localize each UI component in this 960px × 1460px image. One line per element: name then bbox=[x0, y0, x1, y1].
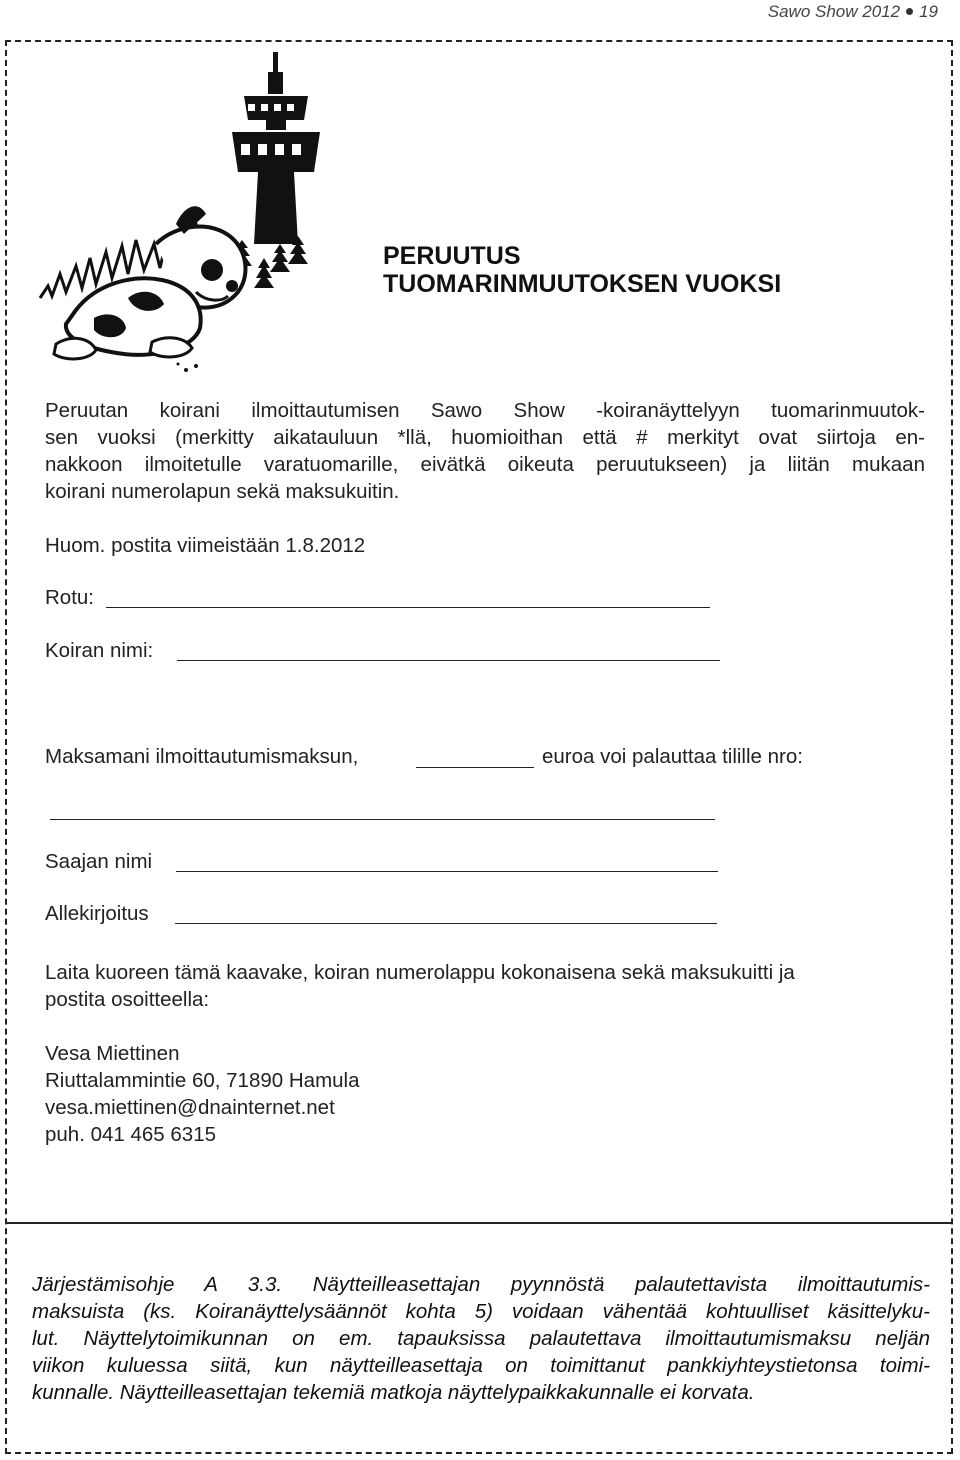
footnote-line: kunnalle. Näytteilleasettajan tekemiä matkoja näyttelypaikkakunnalle ei korvata. bbox=[32, 1381, 755, 1404]
address-name: Vesa Miettinen bbox=[45, 1042, 180, 1065]
bullet-separator bbox=[906, 8, 913, 15]
intro-line: Peruutan koirani ilmoittautumisen Sawo Show -koiranäyttelyyn tuomarinmuutok- bbox=[45, 399, 925, 422]
title-line-2: TUOMARINMUUTOKSEN VUOKSI bbox=[383, 270, 782, 298]
mailing-address bbox=[45, 1040, 360, 1148]
intro-paragraph bbox=[45, 397, 925, 505]
footnote-line: viikon kuluessa siitä, kun näytteilleasettaja on toimittanut pankkiyhteystietonsa toimi- bbox=[32, 1354, 930, 1377]
form-title bbox=[383, 242, 781, 298]
breed-field[interactable] bbox=[106, 607, 710, 608]
title-line-1: PERUUTUS bbox=[383, 242, 521, 270]
intro-line: nakkoon ilmoitetulle varatuomarille, eivätkä oikeuta peruutukseen) ja liitän mukaan bbox=[45, 453, 925, 476]
intro-line: koirani numerolapun sekä maksukuitin. bbox=[45, 480, 400, 503]
payment-label-before: Maksamani ilmoittautumismaksun, bbox=[45, 745, 359, 768]
address-phone: puh. 041 465 6315 bbox=[45, 1123, 216, 1146]
section-divider bbox=[7, 1222, 953, 1224]
intro-line: sen vuoksi (merkitty aikatauluun *llä, huomioithan että # merkityt ovat siirtoja en- bbox=[45, 426, 925, 449]
postmark-deadline-note: Huom. postita viimeistään 1.8.2012 bbox=[45, 534, 366, 557]
footnote-line: lut. Näyttelytoimikunnan on em. tapauksissa palautettava ilmoittautumismaksu neljän bbox=[32, 1327, 930, 1350]
instructions-line-1: Laita kuoreen tämä kaavake, koiran numerolappu kokonaisena sekä maksukuitti ja bbox=[45, 961, 795, 984]
rules-footnote bbox=[32, 1271, 930, 1406]
page-header bbox=[768, 2, 938, 22]
address-street: Riuttalammintie 60, 71890 Hamula bbox=[45, 1069, 360, 1092]
address-email: vesa.miettinen@dnainternet.net bbox=[45, 1096, 335, 1119]
dog-name-field[interactable] bbox=[177, 660, 720, 661]
dog-name-label: Koiran nimi: bbox=[45, 639, 154, 662]
footnote-line: maksuista (ks. Koiranäyttelysäännöt kohta 5) voidaan vähentää kohtuulliset käsittelyku- bbox=[32, 1300, 930, 1323]
signature-label: Allekirjoitus bbox=[45, 902, 149, 925]
recipient-name-label: Saajan nimi bbox=[45, 850, 153, 873]
bank-account-field[interactable] bbox=[50, 819, 715, 820]
page-number: 19 bbox=[919, 2, 938, 21]
publication-name: Sawo Show 2012 bbox=[767, 2, 901, 21]
payment-amount-field[interactable] bbox=[416, 767, 534, 768]
recipient-name-field[interactable] bbox=[176, 871, 718, 872]
dog-and-tower-logo bbox=[36, 48, 336, 378]
instructions-line-2: postita osoitteella: bbox=[45, 988, 210, 1011]
payment-label-after: euroa voi palauttaa tilille nro: bbox=[542, 745, 803, 768]
signature-field[interactable] bbox=[175, 923, 717, 924]
breed-label: Rotu: bbox=[45, 586, 94, 609]
footnote-line: Järjestämisohje A 3.3. Näytteilleasettajan pyynnöstä palautettavista ilmoittautumis- bbox=[32, 1273, 930, 1296]
